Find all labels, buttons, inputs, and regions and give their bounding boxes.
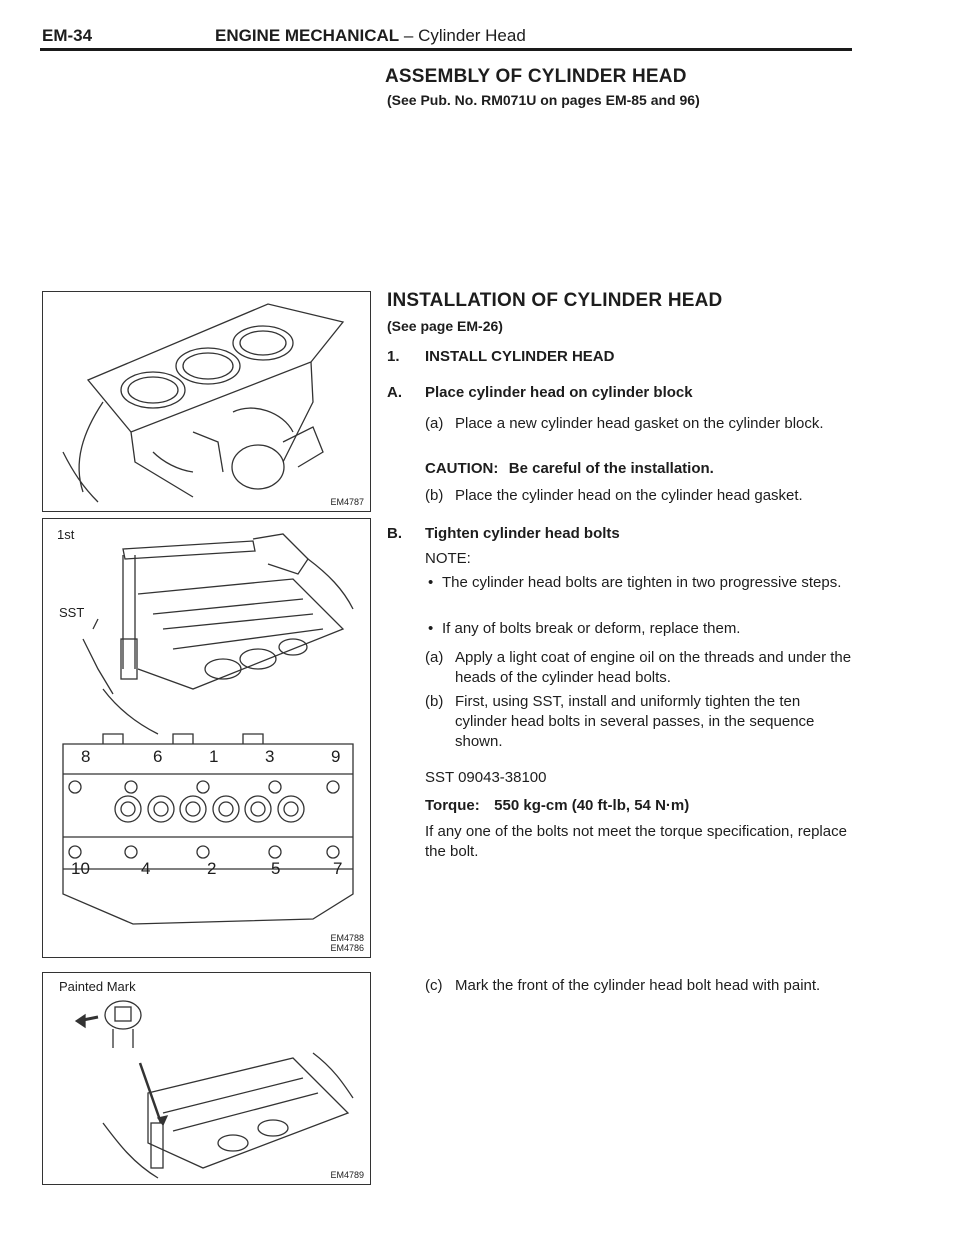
step-b-a-key: (a) [425,649,444,666]
section-title [215,26,526,46]
bolt-number: 1 [209,747,219,766]
section-title-main: ENGINE MECHANICAL [215,26,400,45]
step-a-label: Place cylinder head on cylinder block [425,384,693,401]
bolt-number: 9 [331,747,341,766]
step-b-b-key: (b) [425,693,444,710]
torque-spec [425,797,689,815]
header-rule [40,48,852,51]
step-label-1st: 1st [57,527,75,542]
figure-painted-mark [42,972,371,1185]
step-a-letter: A. [387,384,402,401]
torque-label: Torque: [425,797,480,814]
replace-note: If any one of the bolts not meet the torque specification, replace the bolt. [425,823,847,860]
bolt-number: 10 [71,859,90,878]
torque-value: 550 kg-cm (40 ft-lb, 54 N·m) [494,797,690,814]
page-code: EM-34 [42,26,93,45]
step-b-a-text: Apply a light coat of engine oil on the threads and under the heads of the cylinder head bolts. [455,649,852,686]
figure-codes [330,933,364,953]
figure-code: EM4789 [330,1170,364,1180]
figure-code: EM4788 [330,933,364,943]
caution [425,460,714,478]
bolt-number: 6 [153,747,163,766]
bolt-sequence-illustration [43,519,370,957]
sst-label: SST [59,605,85,620]
assembly-title: ASSEMBLY OF CYLINDER HEAD [385,66,687,87]
painted-mark-label: Painted Mark [59,979,136,994]
figure-code: EM4787 [330,497,364,507]
step-b-c-key: (c) [425,977,443,994]
figure-code: EM4786 [330,943,364,953]
bolt-number: 3 [265,747,275,766]
figure-bolt-sequence [42,518,371,958]
bolt-number: 2 [207,859,217,878]
step-a-b-key: (b) [425,487,444,504]
note-bullet-2: If any of bolts break or deform, replace them. [442,620,741,637]
figure-gasket-block [42,291,371,512]
bolt-number: 4 [141,859,151,878]
bullet-dot: • [428,620,434,637]
installation-ref: (See page EM-26) [387,318,503,334]
note-bullet-1: The cylinder head bolts are tighten in two progressive steps. [442,574,842,591]
step-a-a-key: (a) [425,415,444,432]
gasket-block-illustration [43,292,370,511]
bolt-number: 7 [333,859,343,878]
bolt-number: 5 [271,859,281,878]
section-title-sub: – Cylinder Head [399,26,526,45]
painted-mark-illustration [43,973,370,1184]
step-a-b-text: Place the cylinder head on the cylinder head gasket. [455,487,803,504]
caution-label: CAUTION: [425,460,499,477]
step-b-b-text: First, using SST, install and uniformly tighten the ten cylinder head bolts in several passes, in the sequence shown. [455,693,815,750]
note-label: NOTE: [425,550,471,567]
step-b-label: Tighten cylinder head bolts [425,525,620,542]
assembly-ref: (See Pub. No. RM071U on pages EM-85 and 96) [387,92,700,108]
step-1-label: INSTALL CYLINDER HEAD [425,348,615,365]
step-1-number: 1. [387,348,400,365]
installation-title: INSTALLATION OF CYLINDER HEAD [387,290,723,311]
caution-text: Be careful of the installation. [508,460,714,477]
step-b-c-text: Mark the front of the cylinder head bolt head with paint. [455,977,821,994]
bolt-number: 8 [81,747,91,766]
bullet-dot: • [428,574,434,591]
step-a-a-text: Place a new cylinder head gasket on the cylinder block. [455,415,824,432]
sst-number: SST 09043-38100 [425,769,547,786]
step-b-letter: B. [387,525,402,542]
